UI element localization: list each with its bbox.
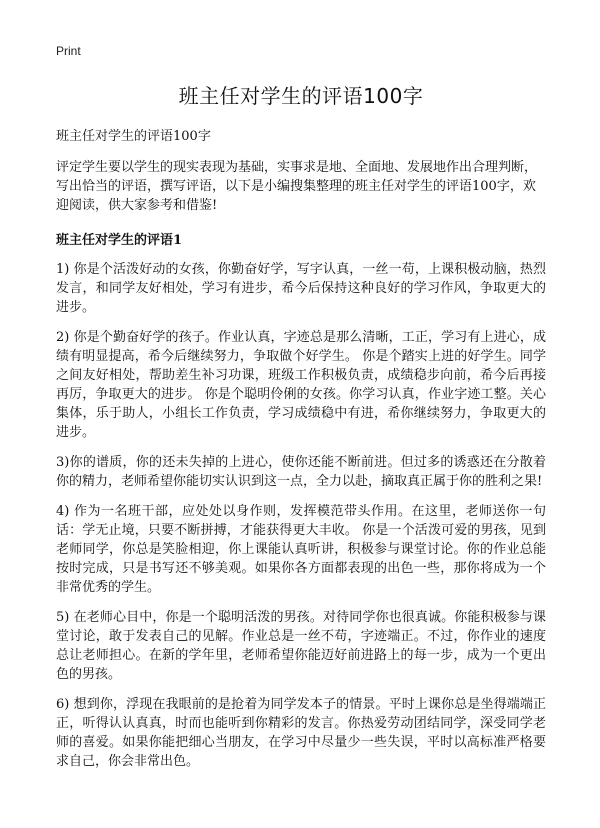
comment-paragraph-6: 6) 想到你，浮现在我眼前的是抢着为同学发本子的情景。平时上课你总是坐得端端正正，听得认认真真，时而也能听到你精彩的发言。你热爱劳动团结同学，深受同学老师的喜爱。如果你能把细心当朋友，在学习中尽量少一些失误，平时以高标准严格要求自己，你会非常出色。 (56, 697, 546, 769)
comment-paragraph-3: 3)你的谱质，你的还未失掉的上进心，使你还能不断前进。但过多的诱惑还在分散着你的精力，老师希望你能切实认识到这一点，全力以赴，摘取真正属于你的胜利之果! (56, 455, 546, 489)
comment-paragraph-5: 5) 在老师心目中，你是一个聪明活泼的男孩。对待同学你也很真诚。你能积极参与课堂讨论，敢于发表自己的见解。作业总是一丝不苟，字迹端正。不过，你作业的速度总让老师担心。在新的学年里，老师希望你能迈好前进路上的每一步，成为一个更出色的男孩。 (56, 610, 546, 682)
document-title: 班主任对学生的评语100字 (178, 84, 424, 108)
document-subtitle: 班主任对学生的评语100字 (56, 129, 211, 144)
print-link[interactable]: Print (56, 44, 81, 58)
comment-paragraph-1: 1) 你是个活泼好动的女孩，你勤奋好学，写字认真，一丝一苟，上课积极动脑，热烈发言，和同学友好相处，学习有进步，希今后保持这种良好的学习作风，争取更大的进步。 (56, 262, 546, 315)
section-heading: 班主任对学生的评语1 (56, 233, 183, 248)
comment-paragraph-2: 2) 你是个勤奋好学的孩子。作业认真，字迹总是那么清晰，工正，学习有上进心，成绩有明显提高，希今后继续努力，争取做个好学生。 你是个踏实上进的好学生。同学之间友好相处，帮助差生补习功课，班级工作积极负责，成绩稳步向前，希今后再接再厉，争取更大的进步。 你是个聪明伶俐的女孩。你学习认真，作业字迹工整。关心集体，乐于助人，小组长工作负责，学习成绩稳中有进，希你继续努力，争取更大的进步。 (56, 330, 546, 440)
intro-paragraph: 评定学生要以学生的现实表现为基础，实事求是地、全面地、发展地作出合理判断，写出恰当的评语，撰写评语，以下是小编搜集整理的班主任对学生的评语100字，欢迎阅读，供大家参考和借鉴! (56, 160, 538, 213)
comment-paragraph-4: 4) 作为一名班干部，应处处以身作则，发挥模范带头作用。在这里，老师送你一句话：学无止境，只要不断拼搏，才能获得更大丰收。 你是一个活泼可爱的男孩，见到老师同学，你总是笑脸相迎，你上课能认真听讲，积极参与课堂讨论。你的作业总能按时完成，只是书写还不够美观。如果你各方面都表现的出色一些，那你将成为一个非常优秀的学生。 (56, 504, 546, 595)
